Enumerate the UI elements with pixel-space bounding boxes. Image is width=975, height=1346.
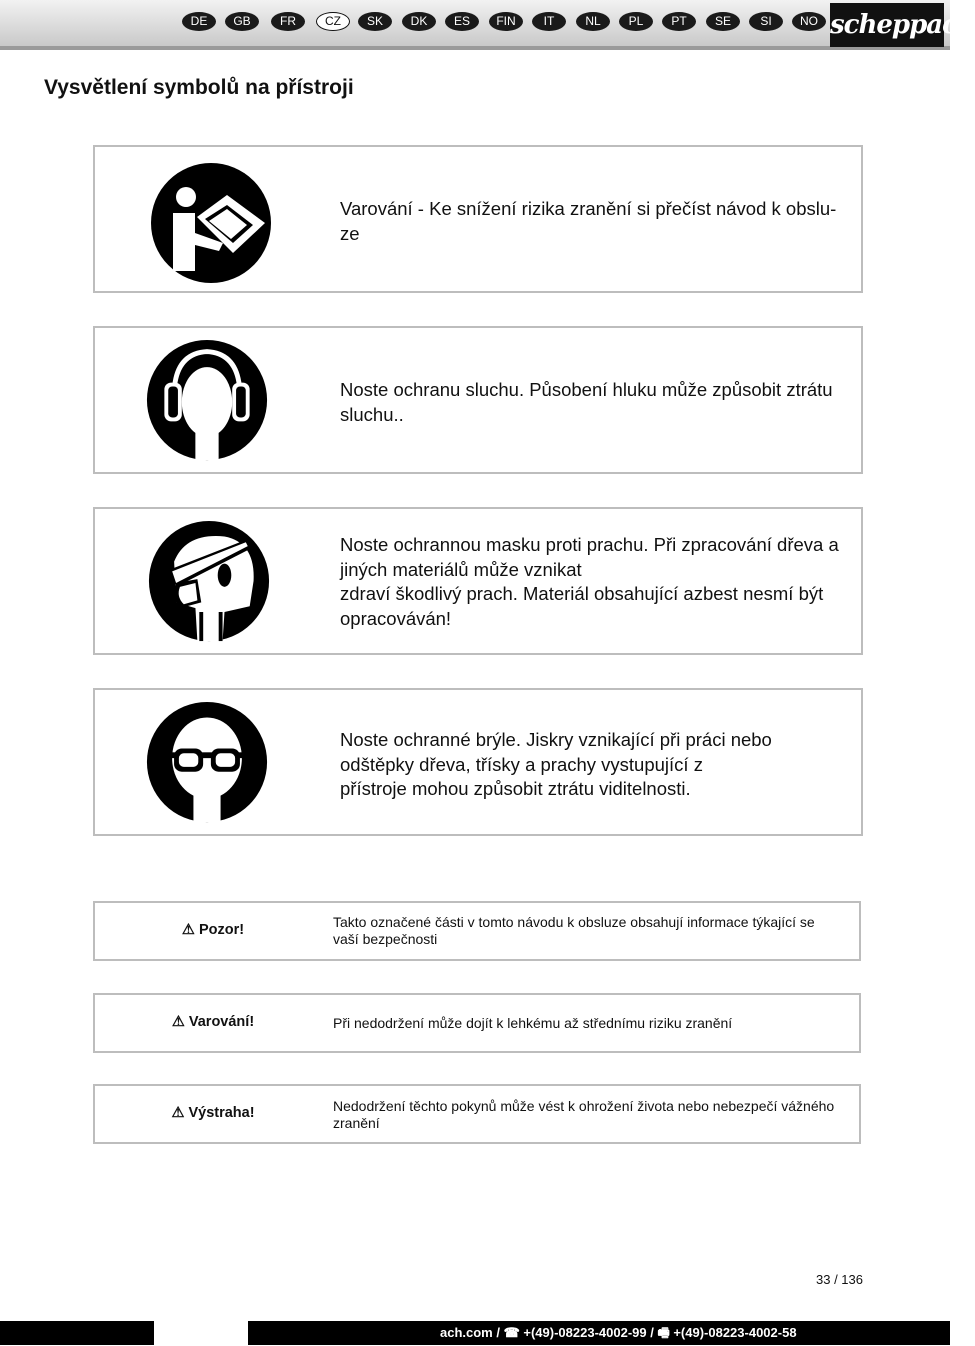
lang-fin[interactable]: FIN — [489, 12, 523, 31]
symbol-box-ear-protection — [93, 326, 863, 474]
lang-pt[interactable]: PT — [662, 12, 696, 31]
lang-gb[interactable]: GB — [225, 12, 259, 31]
page-number: 33 / 136 — [816, 1272, 863, 1287]
footer-gap — [154, 1321, 248, 1345]
read-manual-icon — [149, 161, 273, 285]
footer-contact: ach.com / ☎ +(49)-08223-4002-99 / 🖷 +(49)-08223-4002-58 — [440, 1325, 797, 1340]
notice-box-varovani — [93, 993, 861, 1053]
notice-box-pozor — [93, 901, 861, 961]
dust-mask-icon — [147, 519, 271, 643]
page-footer — [0, 1321, 950, 1345]
notice-text: Takto označené části v tomto návodu k obsluze obsahují informace týkající se vaší bezpečnosti — [333, 914, 815, 947]
lang-nl[interactable]: NL — [576, 12, 610, 31]
notice-label: ⚠ Varování! — [171, 1014, 255, 1030]
lang-si[interactable]: SI — [749, 12, 783, 31]
notice-label: ⚠ Pozor! — [181, 922, 245, 938]
notice-text: Při nedodržení může dojít k lehkému až střednímu riziku zranění — [333, 1015, 733, 1031]
lang-it[interactable]: IT — [532, 12, 566, 31]
lang-pl[interactable]: PL — [619, 12, 653, 31]
page-title: Vysvětlení symbolů na přístroji — [44, 76, 354, 99]
lang-de[interactable]: DE — [182, 12, 216, 31]
lang-sk[interactable]: SK — [358, 12, 392, 31]
symbol-text: Varování - Ke snížení rizika zranění si přečíst návod k obslu- ze — [340, 198, 837, 244]
symbol-box-safety-goggles — [93, 688, 863, 836]
lang-cz[interactable]: CZ — [316, 12, 350, 31]
symbol-text: Noste ochrannou masku proti prachu. Při zpracování dřeva a jiných materiálů může vznikat zdraví škodlivý prach. Materiál obsahující azbest nesmí být opracováván! — [340, 534, 839, 629]
lang-es[interactable]: ES — [445, 12, 479, 31]
symbol-text: Noste ochranné brýle. Jiskry vznikající při práci nebo odštěpky dřeva, třísky a prachy vystupující z přístroje mohou způsobit ztrátu viditelnosti. — [340, 729, 772, 799]
lang-no[interactable]: NO — [792, 12, 826, 31]
notice-text: Nedodržení těchto pokynů může vést k ohrožení života nebo nebezpečí vážného zranění — [333, 1098, 835, 1131]
scheppach-logo: scheppach — [830, 3, 944, 47]
lang-se[interactable]: SE — [706, 12, 740, 31]
symbol-text: Noste ochranu sluchu. Působení hluku může způsobit ztrátu sluchu.. — [340, 379, 833, 425]
page-header — [0, 0, 975, 50]
symbol-box-dust-mask — [93, 507, 863, 655]
lang-dk[interactable]: DK — [402, 12, 436, 31]
lang-fr[interactable]: FR — [271, 12, 305, 31]
notice-box-vystraha — [93, 1084, 861, 1144]
symbol-box-read-manual — [93, 145, 863, 293]
safety-goggles-icon — [145, 700, 269, 824]
ear-protection-icon — [145, 338, 269, 462]
notice-label: ⚠ Výstraha! — [171, 1105, 255, 1121]
